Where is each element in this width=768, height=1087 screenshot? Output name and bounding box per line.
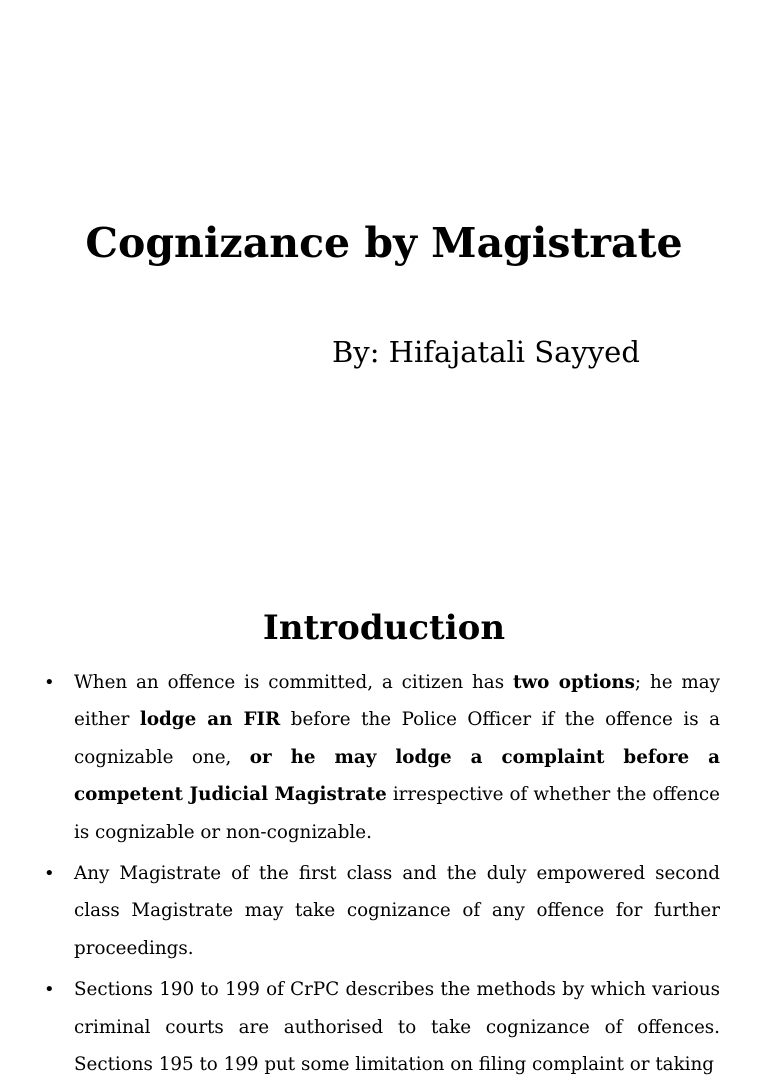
- bullet-text-segment: irrespective of whether the offence is cognizable or non-cognizable.: [74, 784, 720, 843]
- bullet-text-bold: lodge an FIR: [139, 709, 281, 731]
- list-item: [0, 971, 768, 1083]
- bullet-list: [0, 664, 768, 1087]
- bullet-text-segment: before the Police Officer if the offence is a cognizable one,: [74, 709, 720, 768]
- bullet-text-segment: ; he may either: [74, 672, 720, 731]
- bullet-icon: •: [44, 672, 55, 693]
- bullet-text-segment: When an offence is committed, a citizen has: [74, 672, 513, 693]
- list-item: [0, 855, 768, 967]
- bullet-icon: •: [44, 863, 55, 885]
- bullet-text-bold: two options: [512, 672, 635, 693]
- section-title: Introduction: [262, 608, 506, 648]
- list-item: [0, 664, 768, 851]
- bullet-text-segment: Sections 190 to 199 of CrPC describes the methods by which various criminal courts are authorised to take cognizance of offences. Sections 195 to 199 put some limitation on filing complaint or taking: [74, 979, 720, 1076]
- introduction-slide: [0, 576, 768, 1076]
- author-line: By: Hifajatali Sayyed: [332, 335, 640, 369]
- bullet-text-segment: Any Magistrate of the first class and the duly empowered second class Magistrate may take cognizance of any offence for further proceedings.: [74, 863, 720, 959]
- bullet-icon: •: [44, 979, 55, 1001]
- bullet-text-bold: or he may lodge a complaint before a competent Judicial Magistrate: [74, 746, 721, 806]
- presentation-title: Cognizance by Magistrate: [85, 219, 683, 267]
